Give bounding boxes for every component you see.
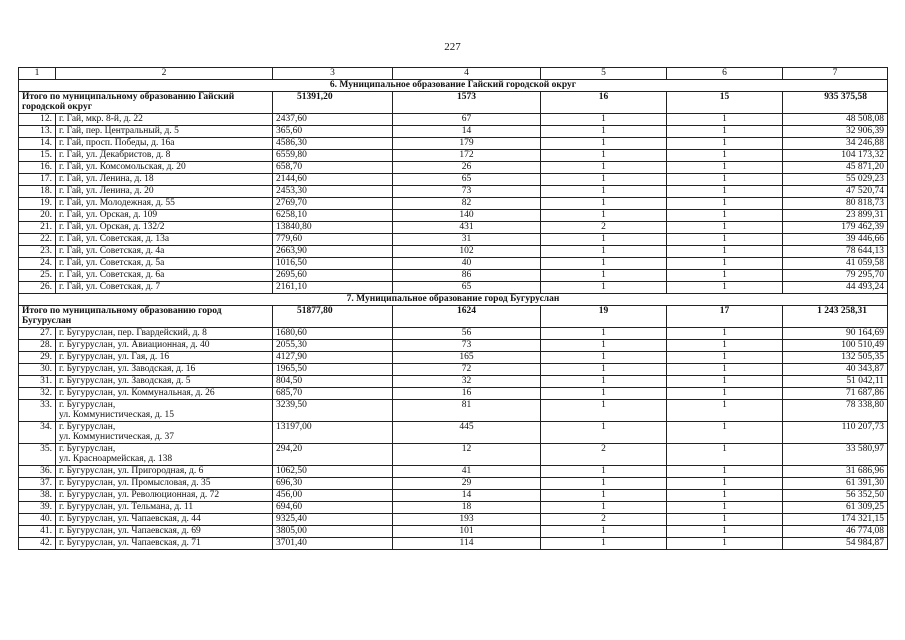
row-address: г. Бугуруслан, ул. Тельмана, д. 11 xyxy=(56,502,273,514)
row-cost: 31 686,96 xyxy=(783,466,888,478)
row-col6: 1 xyxy=(667,258,783,270)
row-col6: 1 xyxy=(667,388,783,400)
row-residents: 14 xyxy=(393,490,541,502)
row-col6: 1 xyxy=(667,174,783,186)
row-col5: 1 xyxy=(541,234,667,246)
header-cell: 1 xyxy=(19,68,56,80)
row-residents: 101 xyxy=(393,526,541,538)
row-area: 2055,30 xyxy=(273,340,393,352)
table-row xyxy=(19,466,888,478)
header-cell: 6 xyxy=(667,68,783,80)
row-col6: 1 xyxy=(667,246,783,258)
total-label: Итого по муниципальному образованию город Бугуруслан xyxy=(19,306,273,328)
row-col6: 1 xyxy=(667,150,783,162)
row-cost: 179 462,39 xyxy=(783,222,888,234)
row-area: 456,00 xyxy=(273,490,393,502)
row-address xyxy=(56,400,273,422)
row-number: 19. xyxy=(19,198,56,210)
row-cost: 100 510,49 xyxy=(783,340,888,352)
table-row xyxy=(19,150,888,162)
row-col5: 1 xyxy=(541,526,667,538)
row-residents: 16 xyxy=(393,388,541,400)
row-address: г. Гай, ул. Орская, д. 132/2 xyxy=(56,222,273,234)
row-col6: 1 xyxy=(667,502,783,514)
row-area: 2453,30 xyxy=(273,186,393,198)
row-col5: 2 xyxy=(541,222,667,234)
row-col6: 1 xyxy=(667,490,783,502)
row-address: г. Гай, ул. Ленина, д. 18 xyxy=(56,174,273,186)
row-area: 4127,90 xyxy=(273,352,393,364)
row-area: 1680,60 xyxy=(273,328,393,340)
row-address: г. Гай, ул. Советская, д. 4а xyxy=(56,246,273,258)
row-number: 41. xyxy=(19,526,56,538)
row-address: г. Бугуруслан, ул. Промысловая, д. 35 xyxy=(56,478,273,490)
row-residents: 29 xyxy=(393,478,541,490)
table-row xyxy=(19,526,888,538)
row-address: г. Гай, просп. Победы, д. 16а xyxy=(56,138,273,150)
table-row xyxy=(19,444,888,466)
total-cost: 935 375,58 xyxy=(783,92,888,114)
row-number: 42. xyxy=(19,538,56,550)
row-address-line: ул. Коммунистическая, д. 15 xyxy=(59,410,174,420)
row-number: 26. xyxy=(19,282,56,294)
row-col5: 1 xyxy=(541,340,667,352)
table-body xyxy=(19,68,888,550)
row-col5: 1 xyxy=(541,198,667,210)
row-area: 2769,70 xyxy=(273,198,393,210)
row-col6: 1 xyxy=(667,514,783,526)
row-col5: 1 xyxy=(541,328,667,340)
row-col6: 1 xyxy=(667,114,783,126)
row-col6: 1 xyxy=(667,376,783,388)
table-row xyxy=(19,138,888,150)
row-col6: 1 xyxy=(667,138,783,150)
header-cell: 5 xyxy=(541,68,667,80)
table-row xyxy=(19,376,888,388)
row-col5: 1 xyxy=(541,282,667,294)
row-residents: 65 xyxy=(393,282,541,294)
section-total-row xyxy=(19,306,888,328)
row-cost: 80 818,73 xyxy=(783,198,888,210)
row-cost: 174 321,15 xyxy=(783,514,888,526)
row-address-line: г. Бугуруслан, xyxy=(59,400,116,410)
row-col6: 1 xyxy=(667,526,783,538)
row-col6: 1 xyxy=(667,282,783,294)
table-row xyxy=(19,186,888,198)
row-area: 13197,00 xyxy=(273,422,393,444)
total-col6: 17 xyxy=(667,306,783,328)
row-col5: 1 xyxy=(541,258,667,270)
table-row xyxy=(19,162,888,174)
table-row xyxy=(19,478,888,490)
row-col5: 1 xyxy=(541,478,667,490)
row-col6: 1 xyxy=(667,466,783,478)
row-residents: 14 xyxy=(393,126,541,138)
row-area: 365,60 xyxy=(273,126,393,138)
section-title: 6. Муниципальное образование Гайский городской округ xyxy=(19,80,888,92)
row-area: 658,70 xyxy=(273,162,393,174)
row-col5: 1 xyxy=(541,422,667,444)
row-number: 25. xyxy=(19,270,56,282)
section-title-row xyxy=(19,80,888,92)
total-area: 51877,80 xyxy=(273,306,393,328)
section-total-row xyxy=(19,92,888,114)
row-col5: 1 xyxy=(541,114,667,126)
header-cell: 7 xyxy=(783,68,888,80)
row-cost: 78 644,13 xyxy=(783,246,888,258)
row-residents: 81 xyxy=(393,400,541,422)
row-number: 39. xyxy=(19,502,56,514)
row-number: 14. xyxy=(19,138,56,150)
row-area: 9325,40 xyxy=(273,514,393,526)
row-col5: 1 xyxy=(541,126,667,138)
row-col5: 1 xyxy=(541,138,667,150)
row-residents: 12 xyxy=(393,444,541,466)
row-col6: 1 xyxy=(667,198,783,210)
row-residents: 65 xyxy=(393,174,541,186)
row-cost: 110 207,73 xyxy=(783,422,888,444)
row-col6: 1 xyxy=(667,222,783,234)
row-cost: 39 446,66 xyxy=(783,234,888,246)
row-col5: 1 xyxy=(541,400,667,422)
row-area: 3701,40 xyxy=(273,538,393,550)
row-number: 35. xyxy=(19,444,56,466)
total-col6: 15 xyxy=(667,92,783,114)
row-cost: 55 029,23 xyxy=(783,174,888,186)
row-col5: 1 xyxy=(541,490,667,502)
row-address: г. Бугуруслан, ул. Авиационная, д. 40 xyxy=(56,340,273,352)
row-address: г. Бугуруслан, пер. Гвардейский, д. 8 xyxy=(56,328,273,340)
row-col5: 1 xyxy=(541,376,667,388)
row-residents: 73 xyxy=(393,340,541,352)
row-col5: 1 xyxy=(541,210,667,222)
row-col5: 1 xyxy=(541,388,667,400)
row-number: 27. xyxy=(19,328,56,340)
row-cost: 78 338,80 xyxy=(783,400,888,422)
row-number: 40. xyxy=(19,514,56,526)
row-area: 2663,90 xyxy=(273,246,393,258)
row-area: 13840,80 xyxy=(273,222,393,234)
row-number: 18. xyxy=(19,186,56,198)
row-address-line: г. Бугуруслан, xyxy=(59,444,116,454)
row-number: 13. xyxy=(19,126,56,138)
total-col5: 16 xyxy=(541,92,667,114)
row-number: 20. xyxy=(19,210,56,222)
row-number: 17. xyxy=(19,174,56,186)
row-area: 3239,50 xyxy=(273,400,393,422)
row-area: 1062,50 xyxy=(273,466,393,478)
row-residents: 165 xyxy=(393,352,541,364)
row-col5: 1 xyxy=(541,186,667,198)
row-col5: 2 xyxy=(541,444,667,466)
row-col5: 1 xyxy=(541,502,667,514)
row-residents: 445 xyxy=(393,422,541,444)
table-row xyxy=(19,234,888,246)
row-cost: 71 687,86 xyxy=(783,388,888,400)
section-title: 7. Муниципальное образование город Бугуруслан xyxy=(19,294,888,306)
row-number: 12. xyxy=(19,114,56,126)
row-address: г. Гай, ул. Орская, д. 109 xyxy=(56,210,273,222)
row-number: 31. xyxy=(19,376,56,388)
row-residents: 67 xyxy=(393,114,541,126)
row-col5: 1 xyxy=(541,162,667,174)
row-residents: 140 xyxy=(393,210,541,222)
row-area: 804,50 xyxy=(273,376,393,388)
row-number: 30. xyxy=(19,364,56,376)
table-row xyxy=(19,490,888,502)
row-address xyxy=(56,444,273,466)
row-area: 4586,30 xyxy=(273,138,393,150)
row-col6: 1 xyxy=(667,478,783,490)
row-number: 22. xyxy=(19,234,56,246)
row-cost: 61 391,30 xyxy=(783,478,888,490)
row-col6: 1 xyxy=(667,162,783,174)
row-address: г. Гай, ул. Молодежная, д. 55 xyxy=(56,198,273,210)
row-residents: 179 xyxy=(393,138,541,150)
table-row xyxy=(19,282,888,294)
row-number: 29. xyxy=(19,352,56,364)
row-col5: 1 xyxy=(541,466,667,478)
row-residents: 72 xyxy=(393,364,541,376)
total-residents: 1573 xyxy=(393,92,541,114)
row-address: г. Гай, ул. Декабристов, д. 8 xyxy=(56,150,273,162)
row-cost: 61 309,25 xyxy=(783,502,888,514)
row-col6: 1 xyxy=(667,444,783,466)
row-number: 16. xyxy=(19,162,56,174)
row-number: 38. xyxy=(19,490,56,502)
total-residents: 1624 xyxy=(393,306,541,328)
table-row xyxy=(19,246,888,258)
header-cell: 4 xyxy=(393,68,541,80)
table-row xyxy=(19,514,888,526)
row-cost: 104 173,32 xyxy=(783,150,888,162)
row-area: 1965,50 xyxy=(273,364,393,376)
row-residents: 193 xyxy=(393,514,541,526)
row-col6: 1 xyxy=(667,126,783,138)
row-address: г. Бугуруслан, ул. Пригородная, д. 6 xyxy=(56,466,273,478)
row-address xyxy=(56,422,273,444)
row-col6: 1 xyxy=(667,270,783,282)
row-cost: 40 343,87 xyxy=(783,364,888,376)
row-col6: 1 xyxy=(667,364,783,376)
row-area: 2437,60 xyxy=(273,114,393,126)
row-cost: 48 508,08 xyxy=(783,114,888,126)
table-row xyxy=(19,364,888,376)
row-number: 34. xyxy=(19,422,56,444)
row-area: 685,70 xyxy=(273,388,393,400)
header-cell: 2 xyxy=(56,68,273,80)
row-cost: 46 774,08 xyxy=(783,526,888,538)
row-area: 779,60 xyxy=(273,234,393,246)
row-area: 6258,10 xyxy=(273,210,393,222)
row-col5: 1 xyxy=(541,246,667,258)
row-address: г. Гай, ул. Советская, д. 5а xyxy=(56,258,273,270)
table-row xyxy=(19,222,888,234)
row-cost: 54 984,87 xyxy=(783,538,888,550)
row-number: 23. xyxy=(19,246,56,258)
row-address: г. Бугуруслан, ул. Гая, д. 16 xyxy=(56,352,273,364)
row-residents: 82 xyxy=(393,198,541,210)
total-cost: 1 243 258,31 xyxy=(783,306,888,328)
row-number: 37. xyxy=(19,478,56,490)
row-area: 696,30 xyxy=(273,478,393,490)
row-address-line: г. Бугуруслан, xyxy=(59,422,116,432)
row-cost: 56 352,50 xyxy=(783,490,888,502)
row-number: 24. xyxy=(19,258,56,270)
row-address-line: ул. Коммунистическая, д. 37 xyxy=(59,432,174,442)
row-col6: 1 xyxy=(667,328,783,340)
row-area: 3805,00 xyxy=(273,526,393,538)
row-cost: 47 520,74 xyxy=(783,186,888,198)
table-row xyxy=(19,198,888,210)
table-row xyxy=(19,328,888,340)
row-number: 15. xyxy=(19,150,56,162)
row-number: 36. xyxy=(19,466,56,478)
table-row xyxy=(19,352,888,364)
row-address: г. Гай, ул. Советская, д. 7 xyxy=(56,282,273,294)
table-row xyxy=(19,502,888,514)
table-row xyxy=(19,174,888,186)
row-cost: 44 493,24 xyxy=(783,282,888,294)
row-col5: 1 xyxy=(541,364,667,376)
table-row xyxy=(19,388,888,400)
row-cost: 45 871,20 xyxy=(783,162,888,174)
row-number: 21. xyxy=(19,222,56,234)
row-address: г. Бугуруслан, ул. Чапаевская, д. 44 xyxy=(56,514,273,526)
row-residents: 40 xyxy=(393,258,541,270)
header-cell: 3 xyxy=(273,68,393,80)
row-col6: 1 xyxy=(667,352,783,364)
page-number: 227 xyxy=(444,41,461,53)
row-col5: 1 xyxy=(541,270,667,282)
row-cost: 51 042,11 xyxy=(783,376,888,388)
row-col6: 1 xyxy=(667,422,783,444)
row-residents: 32 xyxy=(393,376,541,388)
row-col5: 1 xyxy=(541,174,667,186)
row-residents: 86 xyxy=(393,270,541,282)
row-address: г. Гай, ул. Советская, д. 13а xyxy=(56,234,273,246)
row-col6: 1 xyxy=(667,538,783,550)
row-number: 32. xyxy=(19,388,56,400)
row-col6: 1 xyxy=(667,340,783,352)
row-residents: 26 xyxy=(393,162,541,174)
section-title-row xyxy=(19,294,888,306)
row-area: 2144,60 xyxy=(273,174,393,186)
row-col5: 1 xyxy=(541,538,667,550)
row-cost: 33 580,97 xyxy=(783,444,888,466)
row-area: 694,60 xyxy=(273,502,393,514)
row-address: г. Бугуруслан, ул. Заводская, д. 5 xyxy=(56,376,273,388)
row-address: г. Бугуруслан, ул. Революционная, д. 72 xyxy=(56,490,273,502)
row-area: 6559,80 xyxy=(273,150,393,162)
row-residents: 41 xyxy=(393,466,541,478)
row-residents: 31 xyxy=(393,234,541,246)
row-residents: 18 xyxy=(393,502,541,514)
row-address: г. Гай, ул. Ленина, д. 20 xyxy=(56,186,273,198)
row-residents: 73 xyxy=(393,186,541,198)
row-col6: 1 xyxy=(667,400,783,422)
row-cost: 23 899,31 xyxy=(783,210,888,222)
row-area: 2161,10 xyxy=(273,282,393,294)
table-row xyxy=(19,210,888,222)
table-row xyxy=(19,340,888,352)
table-row xyxy=(19,400,888,422)
row-cost: 79 295,70 xyxy=(783,270,888,282)
row-address: г. Бугуруслан, ул. Чапаевская, д. 69 xyxy=(56,526,273,538)
row-col6: 1 xyxy=(667,234,783,246)
row-number: 28. xyxy=(19,340,56,352)
row-residents: 56 xyxy=(393,328,541,340)
row-cost: 41 059,58 xyxy=(783,258,888,270)
header-row xyxy=(19,68,888,80)
row-address: г. Гай, ул. Комсомольская, д. 20 xyxy=(56,162,273,174)
row-area: 294,20 xyxy=(273,444,393,466)
table-row xyxy=(19,538,888,550)
row-col5: 1 xyxy=(541,352,667,364)
total-area: 51391,20 xyxy=(273,92,393,114)
housing-table xyxy=(18,67,888,550)
total-label: Итого по муниципальному образованию Гайский городской округ xyxy=(19,92,273,114)
row-address: г. Бугуруслан, ул. Чапаевская, д. 71 xyxy=(56,538,273,550)
row-residents: 431 xyxy=(393,222,541,234)
row-address: г. Бугуруслан, ул. Заводская, д. 16 xyxy=(56,364,273,376)
row-residents: 172 xyxy=(393,150,541,162)
table-row xyxy=(19,126,888,138)
table-row xyxy=(19,270,888,282)
row-area: 1016,50 xyxy=(273,258,393,270)
row-col5: 2 xyxy=(541,514,667,526)
row-address: г. Гай, мкр. 8-й, д. 22 xyxy=(56,114,273,126)
table-row xyxy=(19,422,888,444)
table-row xyxy=(19,114,888,126)
row-address: г. Гай, ул. Советская, д. 6а xyxy=(56,270,273,282)
row-cost: 132 505,35 xyxy=(783,352,888,364)
row-address-line: ул. Красноармейская, д. 138 xyxy=(59,454,173,464)
row-col6: 1 xyxy=(667,210,783,222)
row-residents: 102 xyxy=(393,246,541,258)
row-cost: 90 164,69 xyxy=(783,328,888,340)
row-residents: 114 xyxy=(393,538,541,550)
row-col6: 1 xyxy=(667,186,783,198)
total-col5: 19 xyxy=(541,306,667,328)
row-col5: 1 xyxy=(541,150,667,162)
row-area: 2695,60 xyxy=(273,270,393,282)
row-address: г. Гай, пер. Центральный, д. 5 xyxy=(56,126,273,138)
row-cost: 32 906,39 xyxy=(783,126,888,138)
row-number: 33. xyxy=(19,400,56,422)
row-cost: 34 246,88 xyxy=(783,138,888,150)
row-address: г. Бугуруслан, ул. Коммунальная, д. 26 xyxy=(56,388,273,400)
table-row xyxy=(19,258,888,270)
